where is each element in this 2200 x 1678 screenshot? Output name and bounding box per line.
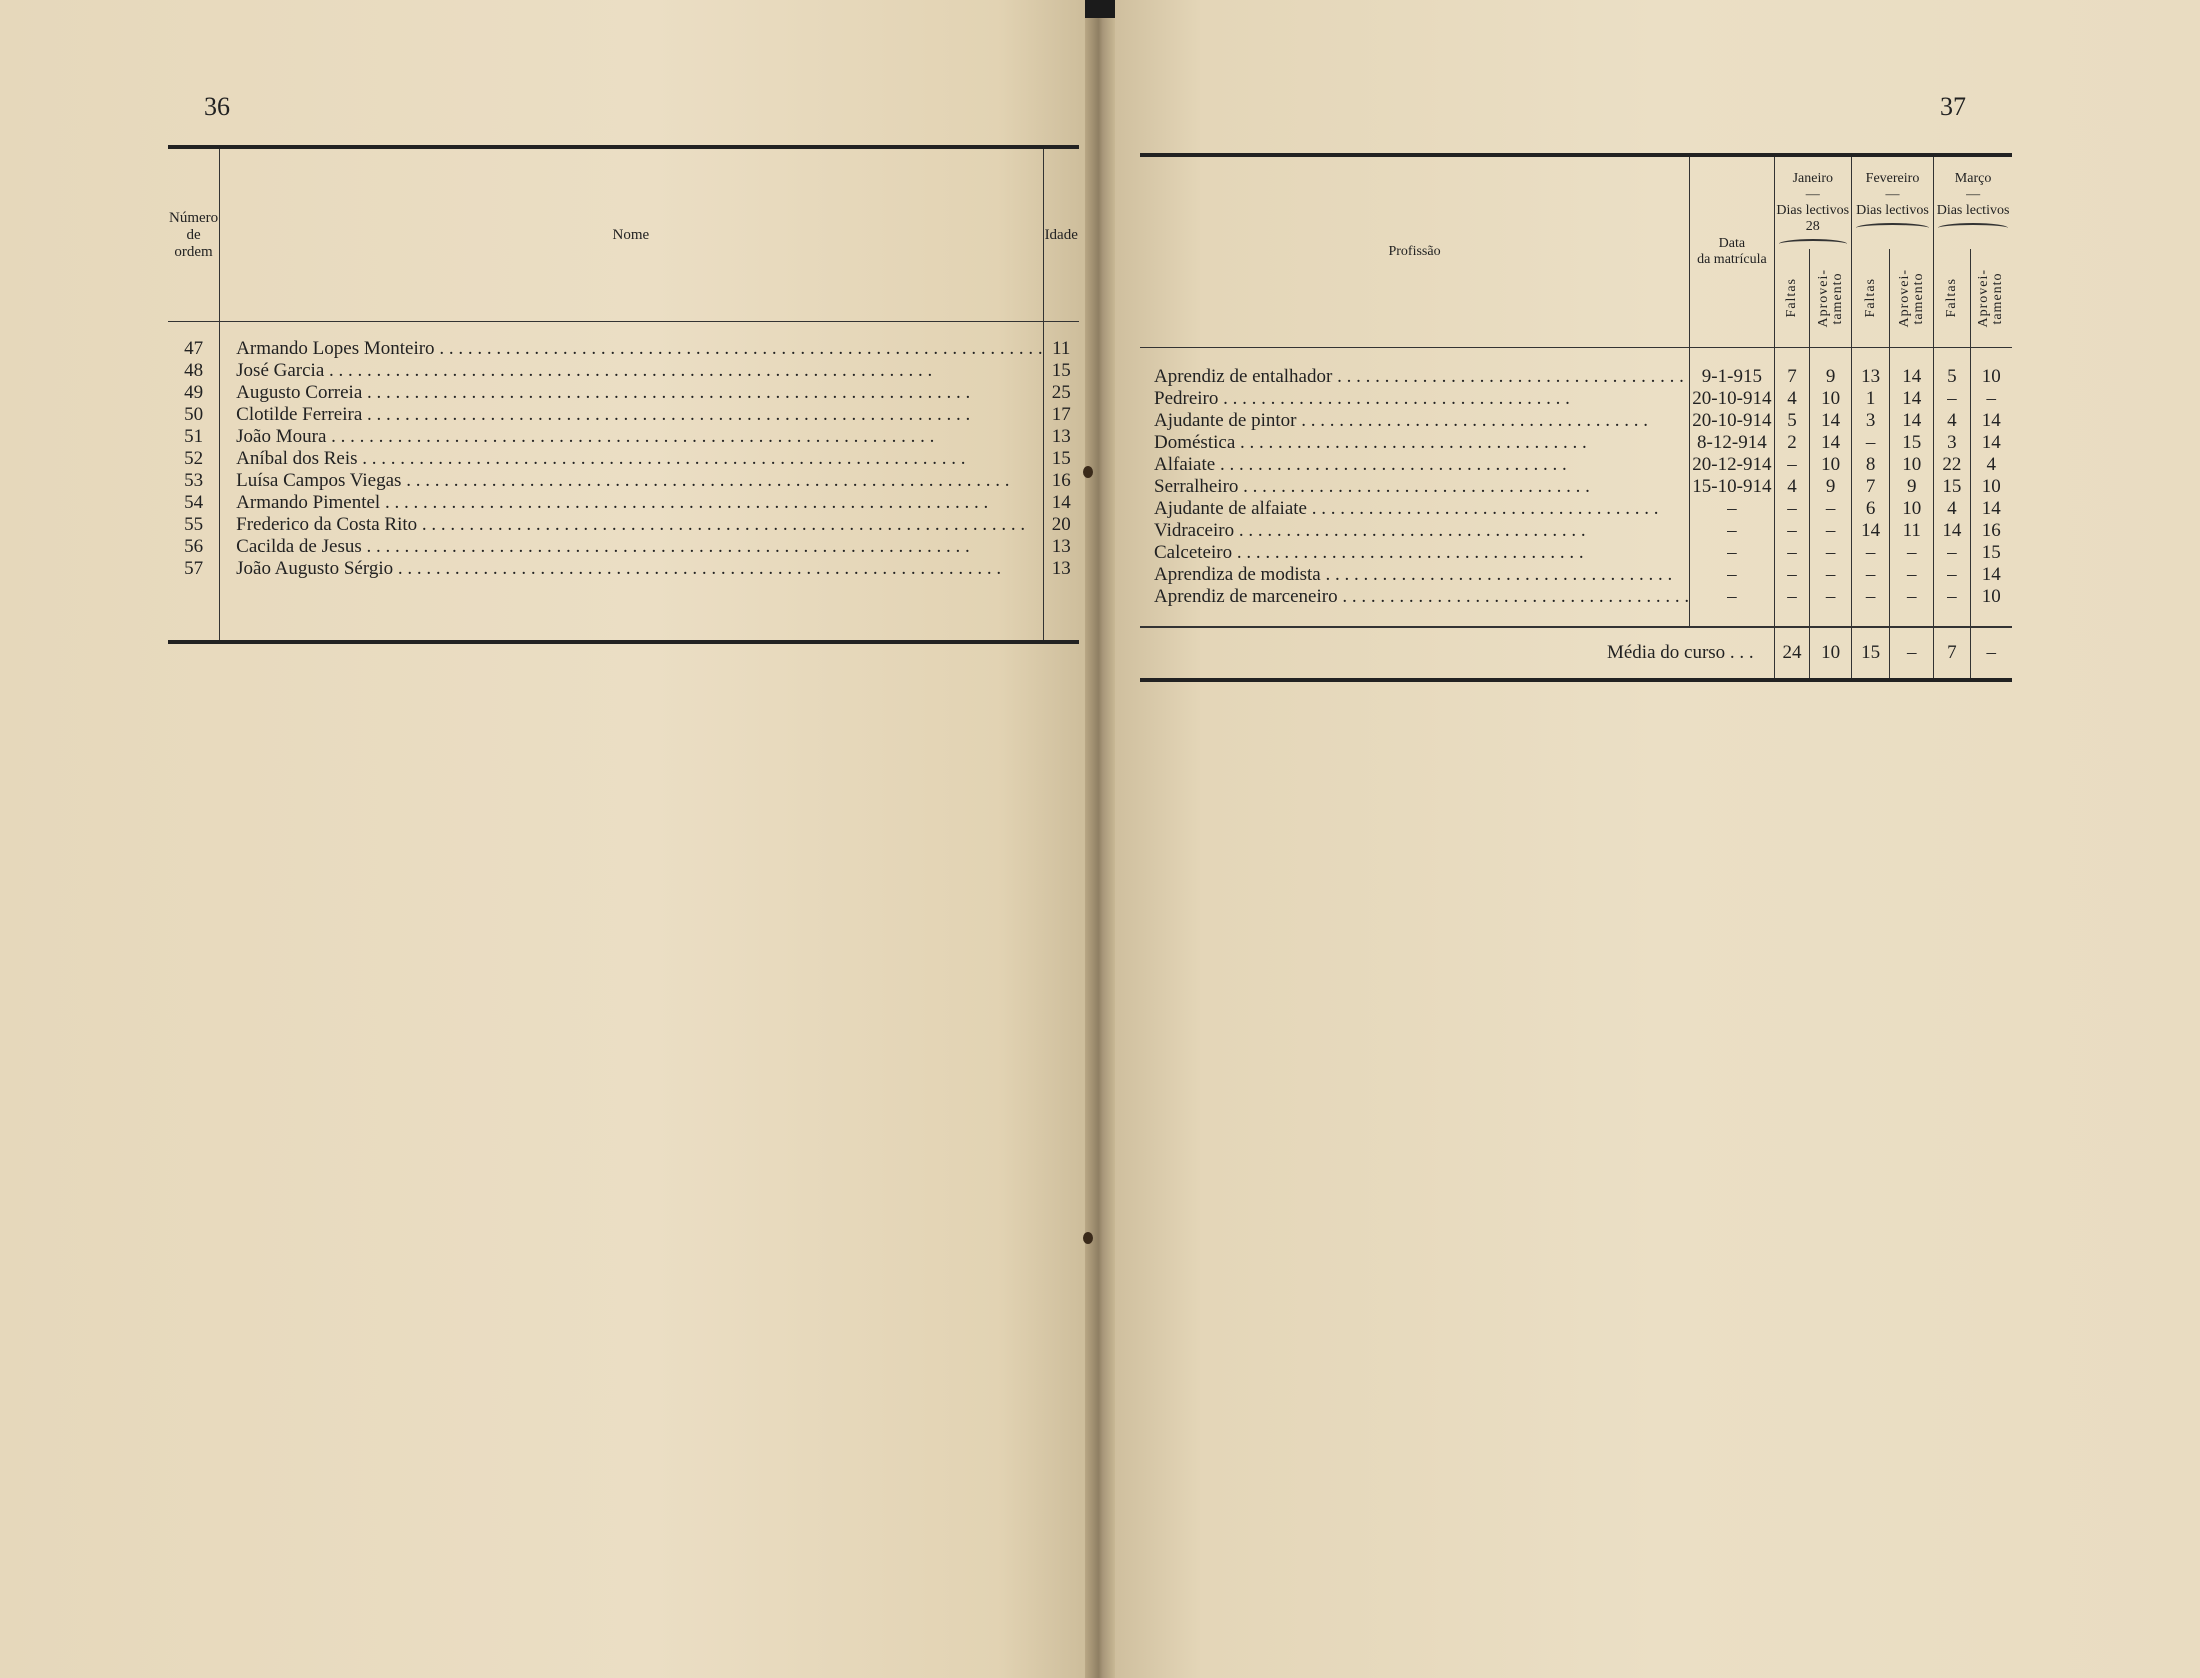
average-row [1140,627,2012,680]
header-faltas-text: Faltas [1943,278,1959,318]
average-fevereiro-faltas: 15 [1851,627,1889,680]
row-fevereiro-aproveitamento: – [1890,564,1934,586]
row-number: 54 [168,492,220,514]
header-marco [1934,155,2012,249]
row-name: Cacilda de Jesus . . . [220,536,1043,558]
header-fevereiro-dias: Dias lectivos [1856,203,1929,218]
row-profissao: Doméstica . . . [1140,432,1690,454]
table-row [1140,388,2012,410]
row-janeiro-faltas: 5 [1774,410,1810,432]
table-row [168,492,1079,514]
header-janeiro-count: 28 [1805,219,1820,234]
row-marco-faltas: 14 [1934,520,1970,542]
table-row [1140,542,2012,564]
aprov-line1: Aprovei- [1896,268,1912,328]
row-marco-aproveitamento: 10 [1970,586,2012,627]
header-marco-aproveitamento [1970,249,2012,348]
row-name: Augusto Correia . . . [220,382,1043,404]
header-janeiro-aproveitamento [1810,249,1851,348]
row-janeiro-faltas: – [1774,542,1810,564]
table-row [168,558,1079,642]
row-fevereiro-faltas: 6 [1851,498,1889,520]
aprov-line1: Aprovei- [1976,268,1992,328]
row-fevereiro-faltas: – [1851,586,1889,627]
header-janeiro [1774,155,1851,249]
table-row [168,322,1079,361]
row-fevereiro-aproveitamento: 10 [1890,498,1934,520]
header-aproveitamento-text [1898,269,1926,328]
row-age: 20 [1051,514,1071,535]
row-number: 55 [168,514,220,536]
row-profissao: Serralheiro . . . [1140,476,1690,498]
row-marco-aproveitamento: 14 [1970,564,2012,586]
header-faltas-text: Faltas [1862,278,1878,318]
header-nome: Nome [220,147,1043,322]
row-fevereiro-faltas: 1 [1851,388,1889,410]
table-row [1140,520,2012,542]
row-name: Armando Lopes Monteiro . . . [220,322,1043,361]
row-fevereiro-faltas: 3 [1851,410,1889,432]
row-number: 51 [168,426,220,448]
row-age: 14 [1051,492,1071,513]
table-row [1140,432,2012,454]
row-data: – [1690,564,1775,586]
row-data: 20-12-914 [1690,454,1775,476]
table-row [1140,348,2012,389]
row-fevereiro-faltas: – [1851,542,1889,564]
row-number: 52 [168,448,220,470]
row-name: João Augusto Sérgio . . . [220,558,1043,642]
row-janeiro-faltas: – [1774,520,1810,542]
row-age: 15 [1051,448,1071,469]
row-janeiro-aproveitamento: 9 [1810,476,1851,498]
row-marco-faltas: 3 [1934,432,1970,454]
row-fevereiro-aproveitamento: 10 [1890,454,1934,476]
brace-decoration [1856,223,1929,233]
row-fevereiro-faltas: 8 [1851,454,1889,476]
row-name: Armando Pimentel . . . [220,492,1043,514]
average-fevereiro-aproveitamento: – [1890,627,1934,680]
row-profissao: Vidraceiro . . . [1140,520,1690,542]
row-data: 20-10-914 [1690,410,1775,432]
book-gutter [1085,0,1115,1678]
header-marco-dash: — [1966,187,1981,202]
row-number: 53 [168,470,220,492]
row-fevereiro-faltas: – [1851,432,1889,454]
row-janeiro-aproveitamento: – [1810,586,1851,627]
header-row-months [1140,155,2012,249]
table-row [1140,476,2012,498]
header-profissao: Profissão [1140,155,1690,348]
row-janeiro-aproveitamento: 14 [1810,432,1851,454]
row-fevereiro-faltas: 14 [1851,520,1889,542]
row-marco-aproveitamento: 14 [1970,432,2012,454]
row-janeiro-aproveitamento: 10 [1810,454,1851,476]
row-number: 48 [168,360,220,382]
table-row [168,536,1079,558]
binding-hole [1083,1232,1093,1244]
row-janeiro-aproveitamento: – [1810,520,1851,542]
row-janeiro-faltas: 2 [1774,432,1810,454]
row-janeiro-faltas: 4 [1774,388,1810,410]
header-fevereiro [1851,155,1933,249]
row-number: 57 [168,558,220,642]
row-marco-faltas: 4 [1934,498,1970,520]
row-fevereiro-aproveitamento: 14 [1890,388,1934,410]
row-marco-aproveitamento: – [1970,388,2012,410]
row-marco-faltas: – [1934,542,1970,564]
row-marco-faltas: 22 [1934,454,1970,476]
header-fevereiro-aproveitamento [1890,249,1934,348]
brace-decoration [1938,223,2008,233]
table-row [1140,498,2012,520]
header-row [168,147,1079,322]
row-data: – [1690,498,1775,520]
average-janeiro-faltas: 24 [1774,627,1810,680]
table-row [168,382,1079,404]
header-fevereiro-faltas [1851,249,1889,348]
row-name: Aníbal dos Reis . . . [220,448,1043,470]
row-fevereiro-aproveitamento: 14 [1890,348,1934,389]
header-janeiro-name: Janeiro [1792,171,1833,186]
row-janeiro-faltas: – [1774,498,1810,520]
row-marco-aproveitamento: 15 [1970,542,2012,564]
row-profissao: Ajudante de alfaiate . . . [1140,498,1690,520]
row-age: 11 [1052,338,1071,359]
row-marco-faltas: 4 [1934,410,1970,432]
row-fevereiro-aproveitamento: – [1890,542,1934,564]
row-name: Frederico da Costa Rito . . . [220,514,1043,536]
attendance-table [1140,153,2012,682]
aprov-line2: tamento [1990,271,2006,325]
row-fevereiro-faltas: – [1851,564,1889,586]
row-janeiro-faltas: 4 [1774,476,1810,498]
row-fevereiro-faltas: 7 [1851,476,1889,498]
header-numero-line1: Número [169,209,219,226]
header-janeiro-dias: Dias lectivos [1776,203,1850,218]
row-profissao: Aprendiz de marceneiro . . . [1140,586,1690,627]
page-number-right: 37 [1940,92,1966,121]
row-profissao: Ajudante de pintor . . . [1140,410,1690,432]
row-data: – [1690,520,1775,542]
row-name: João Moura . . . [220,426,1043,448]
header-marco-faltas [1934,249,1970,348]
header-data-line1: Data [1718,236,1746,251]
header-numero-line3: ordem [174,243,213,260]
header-janeiro-dash: — [1805,187,1820,202]
aprov-line2: tamento [1910,271,1926,325]
row-janeiro-faltas: – [1774,586,1810,627]
row-marco-faltas: 5 [1934,348,1970,389]
row-marco-aproveitamento: 14 [1970,410,2012,432]
row-fevereiro-aproveitamento: 11 [1890,520,1934,542]
table-row [168,448,1079,470]
row-fevereiro-aproveitamento: 14 [1890,410,1934,432]
row-number: 56 [168,536,220,558]
row-profissao: Aprendiza de modista . . . [1140,564,1690,586]
row-data: 20-10-914 [1690,388,1775,410]
table-row [168,360,1079,382]
row-marco-aproveitamento: 14 [1970,498,2012,520]
table-row [1140,586,2012,627]
binding-hole [1083,466,1093,478]
row-data: – [1690,586,1775,627]
row-age: 25 [1051,382,1071,403]
brace-decoration [1779,239,1848,249]
row-age: 13 [1051,536,1071,557]
table-row [1140,564,2012,586]
left-page [0,0,1085,1678]
aprov-line2: tamento [1829,271,1845,325]
row-profissao: Calceteiro . . . [1140,542,1690,564]
header-data [1690,155,1775,348]
average-marco-faltas: 7 [1934,627,1970,680]
row-age: 15 [1051,360,1071,381]
binding-band [1085,0,1115,18]
header-fevereiro-dash: — [1885,187,1900,202]
header-faltas-text: Faltas [1784,278,1800,318]
row-marco-faltas: – [1934,564,1970,586]
row-number: 47 [168,322,220,361]
row-janeiro-faltas: – [1774,454,1810,476]
row-profissao: Alfaiate . . . [1140,454,1690,476]
row-janeiro-faltas: 7 [1774,348,1810,389]
row-profissao: Pedreiro . . . [1140,388,1690,410]
header-data-line2: da matrícula [1697,252,1767,267]
header-marco-dias: Dias lectivos [1936,203,2010,218]
students-table [168,145,1079,644]
row-data: 8-12-914 [1690,432,1775,454]
row-age: 17 [1051,404,1071,425]
row-marco-aproveitamento: 10 [1970,348,2012,389]
table-row [1140,454,2012,476]
row-janeiro-aproveitamento: – [1810,564,1851,586]
row-data: – [1690,542,1775,564]
row-janeiro-faltas: – [1774,564,1810,586]
table-row [168,470,1079,492]
row-fevereiro-faltas: 13 [1851,348,1889,389]
table-row [168,426,1079,448]
table-row [1140,410,2012,432]
row-number: 49 [168,382,220,404]
row-fevereiro-aproveitamento: – [1890,586,1934,627]
row-marco-faltas: – [1934,388,1970,410]
row-age: 16 [1051,470,1071,491]
table-row [168,514,1079,536]
header-fevereiro-name: Fevereiro [1865,171,1920,186]
row-janeiro-aproveitamento: – [1810,498,1851,520]
header-numero-line2: de [186,226,201,243]
row-name: Clotilde Ferreira . . . [220,404,1043,426]
header-aproveitamento-text [1977,269,2005,328]
header-janeiro-faltas [1774,249,1810,348]
row-name: José Garcia . . . [220,360,1043,382]
row-profissao: Aprendiz de entalhador . . . [1140,348,1690,389]
header-marco-name: Março [1954,171,1992,186]
row-janeiro-aproveitamento: 10 [1810,388,1851,410]
average-janeiro-aproveitamento: 10 [1810,627,1851,680]
row-marco-aproveitamento: 4 [1970,454,2012,476]
aprov-line1: Aprovei- [1815,268,1831,328]
row-janeiro-aproveitamento: – [1810,542,1851,564]
row-janeiro-aproveitamento: 9 [1810,348,1851,389]
row-janeiro-aproveitamento: 14 [1810,410,1851,432]
row-marco-aproveitamento: 16 [1970,520,2012,542]
header-numero [168,147,220,322]
row-age: 13 [1051,558,1071,579]
row-data: 15-10-914 [1690,476,1775,498]
row-fevereiro-aproveitamento: 15 [1890,432,1934,454]
page-number-left: 36 [204,92,230,121]
header-idade: Idade [1043,147,1079,322]
row-name: Luísa Campos Viegas . . . [220,470,1043,492]
row-marco-faltas: 15 [1934,476,1970,498]
table-row [168,404,1079,426]
row-marco-faltas: – [1934,586,1970,627]
average-label: Média do curso . . . [1606,642,1754,663]
row-number: 50 [168,404,220,426]
row-fevereiro-aproveitamento: 9 [1890,476,1934,498]
average-marco-aproveitamento: – [1970,627,2012,680]
row-age: 13 [1051,426,1071,447]
header-aproveitamento-text [1817,269,1845,328]
row-marco-aproveitamento: 10 [1970,476,2012,498]
row-data: 9-1-915 [1690,348,1775,389]
